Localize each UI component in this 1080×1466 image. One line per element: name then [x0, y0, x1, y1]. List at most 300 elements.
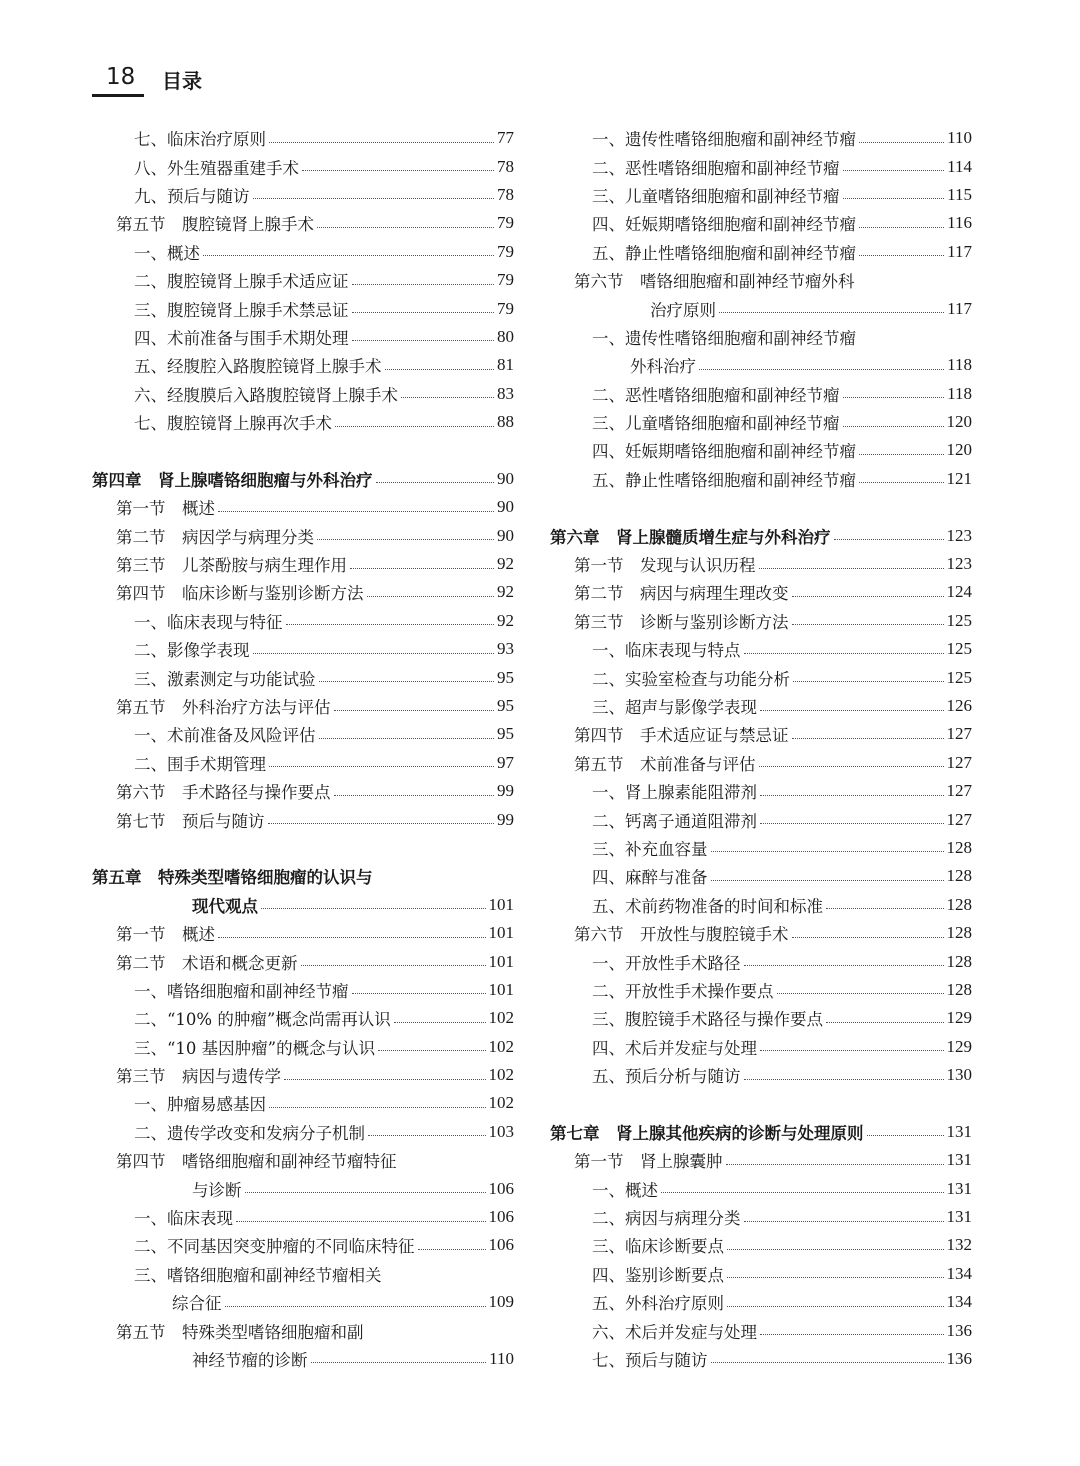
toc-page-number: 125 [946, 667, 972, 687]
toc-page-number: 103 [488, 1121, 514, 1141]
toc-section[interactable] [92, 521, 514, 549]
dot-leader [760, 823, 944, 824]
toc-entry-title: 三、超声与影像学表现 [592, 698, 757, 717]
toc-page-number: 79 [497, 241, 514, 261]
dot-leader [335, 426, 494, 427]
toc-entry-title: 一、术前准备及风险评估 [134, 726, 316, 746]
dot-leader [236, 1221, 486, 1222]
toc-entry-title: 二、实验室检查与功能分析 [592, 669, 790, 689]
dot-leader [792, 624, 944, 625]
dot-leader [859, 482, 944, 483]
dot-leader [319, 738, 495, 739]
toc-entry-title: 四、麻醉与准备 [592, 868, 708, 888]
dot-leader [317, 539, 494, 540]
toc-right-column [550, 124, 972, 1373]
toc-entry-title: 二、恶性嗜铬细胞瘤和副神经节瘤 [592, 385, 840, 405]
toc-page-number: 128 [946, 923, 972, 943]
toc-entry[interactable] [550, 805, 972, 833]
toc-entry[interactable] [550, 1231, 972, 1259]
dot-leader [378, 1050, 485, 1051]
toc-entry-title: 二、开放性手术操作要点 [592, 981, 774, 1001]
dot-leader [418, 1249, 486, 1250]
toc-entry[interactable] [92, 124, 514, 152]
dot-leader [711, 880, 944, 881]
toc-entry[interactable] [92, 266, 514, 294]
toc-page-number: 128 [946, 894, 972, 914]
toc-entry-title: 五、静止性嗜铬细胞瘤和副神经节瘤 [592, 243, 856, 263]
toc-page-number: 117 [947, 241, 972, 261]
toc-page-number: 101 [488, 923, 514, 943]
toc-entry-title: 五、静止性嗜铬细胞瘤和副神经节瘤 [592, 470, 856, 490]
toc-entry[interactable] [92, 181, 514, 209]
dot-leader [699, 369, 944, 370]
toc-entry[interactable] [550, 1316, 972, 1344]
toc-page-number: 77 [497, 128, 514, 148]
toc-page-number: 127 [946, 724, 972, 744]
dot-leader [843, 170, 945, 171]
toc-entry-title: 三、临床诊断要点 [592, 1237, 724, 1257]
toc-section[interactable] [92, 209, 514, 237]
dot-leader [268, 823, 495, 824]
toc-entry[interactable] [92, 1345, 514, 1373]
toc-entry[interactable] [92, 1203, 514, 1231]
toc-entry[interactable] [550, 976, 972, 1004]
dot-leader [311, 1362, 487, 1363]
dot-leader [711, 1362, 944, 1363]
toc-page-number: 90 [497, 497, 514, 517]
toc-entry[interactable] [92, 1288, 514, 1316]
toc-page-number: 123 [946, 525, 972, 545]
toc-chapter[interactable] [92, 465, 514, 493]
dot-leader [859, 227, 944, 228]
toc-entry-title: 第七章 肾上腺其他疾病的诊断与处理原则 [550, 1123, 864, 1143]
toc-section[interactable] [550, 919, 972, 947]
toc-entry[interactable] [92, 351, 514, 379]
toc-entry-title: 二、钙离子通道阻滞剂 [592, 811, 757, 831]
toc-page-number: 127 [946, 781, 972, 801]
toc-entry[interactable] [92, 1033, 514, 1061]
toc-page-number: 79 [497, 298, 514, 318]
toc-page-number: 125 [946, 610, 972, 630]
toc-page-number: 78 [497, 184, 514, 204]
toc-entry-title: 第四节 嗜铬细胞瘤和副神经节瘤特征 [116, 1152, 397, 1172]
toc-page-number: 131 [946, 1178, 972, 1198]
dot-leader [218, 511, 494, 512]
toc-entry-title: 二、围手术期管理 [134, 754, 266, 774]
toc-entry[interactable] [550, 408, 972, 436]
dot-leader [385, 369, 495, 370]
dot-leader [792, 596, 944, 597]
toc-page-number: 128 [946, 866, 972, 886]
dot-leader [760, 1050, 944, 1051]
toc-entry-title: 神经节瘤的诊断 [192, 1350, 308, 1370]
dot-leader [843, 397, 945, 398]
toc-page-number: 118 [947, 355, 972, 375]
dot-leader [792, 738, 944, 739]
toc-section[interactable] [550, 550, 972, 578]
dot-leader [661, 1192, 944, 1193]
toc-entry-title: 第三节 儿茶酚胺与病生理作用 [116, 556, 347, 576]
toc-entry-title: 四、术前准备与围手术期处理 [134, 328, 349, 348]
toc-section[interactable] [550, 749, 972, 777]
toc-page-number: 92 [497, 582, 514, 602]
toc-section[interactable] [550, 607, 972, 635]
toc-section[interactable] [92, 578, 514, 606]
dot-leader [867, 1135, 944, 1136]
toc-page-number: 79 [497, 270, 514, 290]
dot-leader [394, 1022, 486, 1023]
dot-leader [368, 1135, 486, 1136]
toc-entry[interactable] [550, 294, 972, 322]
toc-section[interactable] [92, 1146, 514, 1174]
toc-entry[interactable] [550, 1061, 972, 1089]
toc-entry-title: 五、术前药物准备的时间和标准 [592, 896, 823, 916]
dot-leader [726, 1164, 944, 1165]
toc-entry-title: 八、外生殖器重建手术 [134, 158, 299, 178]
dot-leader [284, 1079, 486, 1080]
toc-entry-title: 四、术后并发症与处理 [592, 1038, 757, 1058]
toc-page-number: 117 [947, 298, 972, 318]
toc-chapter[interactable] [550, 521, 972, 549]
toc-page-number: 102 [488, 1065, 514, 1085]
toc-entry-title: 六、术后并发症与处理 [592, 1322, 757, 1342]
dot-leader [301, 965, 486, 966]
toc-page-number: 90 [497, 468, 514, 488]
toc-page-number: 128 [946, 979, 972, 999]
toc-page-number: 134 [946, 1263, 972, 1283]
toc-section[interactable] [92, 947, 514, 975]
toc-entry-title: 一、遗传性嗜铬细胞瘤和副神经节瘤 [592, 328, 856, 348]
toc-entry[interactable] [92, 663, 514, 691]
toc-entry[interactable] [550, 692, 972, 720]
toc-entry-title: 第五节 特殊类型嗜铬细胞瘤和副 [116, 1322, 364, 1342]
toc-entry-title: 外科治疗 [630, 357, 696, 377]
toc-entry[interactable] [550, 947, 972, 975]
dot-leader [711, 851, 944, 852]
toc-page-number: 110 [947, 128, 972, 148]
toc-page-number: 95 [497, 667, 514, 687]
toc-entry[interactable] [550, 862, 972, 890]
toc-entry-title: 二、恶性嗜铬细胞瘤和副神经节瘤 [592, 158, 840, 178]
toc-entry[interactable] [550, 436, 972, 464]
dot-leader [269, 766, 494, 767]
toc-entry[interactable] [92, 380, 514, 408]
toc-entry-title: 三、儿童嗜铬细胞瘤和副神经节瘤 [592, 414, 840, 434]
toc-entry-title: 第五节 外科治疗方法与评估 [116, 698, 331, 717]
toc-entry[interactable] [550, 1288, 972, 1316]
dot-leader [859, 255, 944, 256]
toc-page-number: 88 [497, 412, 514, 432]
toc-entry-title: 第四章 肾上腺嗜铬细胞瘤与外科治疗 [92, 470, 373, 490]
dot-leader [744, 653, 944, 654]
toc-section[interactable] [92, 805, 514, 833]
toc-entry[interactable] [550, 351, 972, 379]
toc-page-number: 93 [497, 639, 514, 659]
toc-page-number: 102 [488, 1008, 514, 1028]
toc-entry[interactable] [550, 152, 972, 180]
dot-leader [834, 539, 944, 540]
toc-section[interactable] [550, 1146, 972, 1174]
toc-entry-title: 五、外科治疗原则 [592, 1294, 724, 1314]
dot-leader [352, 993, 486, 994]
toc-entry[interactable] [550, 465, 972, 493]
toc-page-number: 101 [488, 979, 514, 999]
toc-entry[interactable] [92, 1089, 514, 1117]
dot-leader [269, 142, 494, 143]
toc-entry-title: 第三节 病因与遗传学 [116, 1067, 281, 1087]
toc-entry[interactable] [550, 635, 972, 663]
toc-entry-title: 四、妊娠期嗜铬细胞瘤和副神经节瘤 [592, 442, 856, 462]
toc-entry-title: 第一节 肾上腺囊肿 [574, 1152, 723, 1172]
dot-leader [334, 795, 495, 796]
toc-entry[interactable] [550, 181, 972, 209]
toc-entry-title: 第五章 特殊类型嗜铬细胞瘤的认识与 [92, 868, 373, 888]
toc-entry[interactable] [92, 635, 514, 663]
dot-leader [352, 312, 495, 313]
toc-entry[interactable] [92, 294, 514, 322]
toc-entry[interactable] [92, 1118, 514, 1146]
toc-entry[interactable] [550, 1260, 972, 1288]
toc-section[interactable] [550, 720, 972, 748]
toc-entry[interactable] [550, 124, 972, 152]
toc-page-number: 106 [488, 1207, 514, 1227]
toc-entry-title: 第二节 病因与病理生理改变 [574, 584, 789, 604]
toc-page-number: 134 [946, 1292, 972, 1312]
page-number: 18 [106, 64, 136, 90]
toc-section[interactable] [92, 1316, 514, 1344]
toc-entry-title: 七、临床治疗原则 [134, 130, 266, 150]
toc-entry[interactable] [550, 1174, 972, 1202]
dot-leader [759, 766, 944, 767]
toc-entry-title: 一、概述 [592, 1180, 658, 1200]
toc-entry-title: 二、病因与病理分类 [592, 1209, 741, 1229]
toc-entry-title: 四、妊娠期嗜铬细胞瘤和副神经节瘤 [592, 215, 856, 235]
toc-entry[interactable] [92, 408, 514, 436]
toc-entry-title: 二、“10% 的肿瘤”概念尚需再认识 [134, 1010, 391, 1030]
toc-entry[interactable] [92, 152, 514, 180]
toc-entry[interactable] [92, 323, 514, 351]
toc-page-number: 102 [488, 1036, 514, 1056]
dot-leader [319, 681, 495, 682]
toc-entry-title: 第五节 腹腔镜肾上腺手术 [116, 215, 314, 235]
toc-entry-title: 综合征 [172, 1294, 222, 1314]
toc-entry-title: 二、不同基因突变肿瘤的不同临床特征 [134, 1237, 415, 1257]
toc-entry-title: 一、临床表现与特点 [592, 641, 741, 661]
toc-entry[interactable] [92, 1174, 514, 1202]
toc-entry[interactable] [550, 663, 972, 691]
dot-leader [843, 426, 944, 427]
toc-entry[interactable] [92, 891, 514, 919]
toc-entry[interactable] [92, 238, 514, 266]
toc-entry[interactable] [92, 720, 514, 748]
toc-page-number: 81 [497, 355, 514, 375]
page-header [92, 62, 552, 102]
toc-entry[interactable] [92, 976, 514, 1004]
dot-leader [245, 1192, 486, 1193]
toc-page-number: 101 [488, 951, 514, 971]
page-title: 目录 [162, 69, 202, 93]
dot-leader [843, 198, 945, 199]
toc-entry[interactable] [550, 238, 972, 266]
toc-page-number: 95 [497, 724, 514, 744]
toc-page-number: 128 [946, 951, 972, 971]
toc-entry-title: 第五节 术前准备与评估 [574, 754, 756, 774]
toc-entry-title: 一、遗传性嗜铬细胞瘤和副神经节瘤 [592, 130, 856, 150]
toc-entry-title: 一、肿瘤易感基因 [134, 1095, 266, 1115]
toc-page-number: 101 [488, 894, 514, 914]
toc-entry-title: 五、预后分析与随访 [592, 1067, 741, 1087]
dot-leader [859, 142, 944, 143]
toc-entry[interactable] [550, 380, 972, 408]
toc-entry[interactable] [550, 1033, 972, 1061]
toc-page-number: 126 [946, 696, 972, 715]
toc-entry-title: 第六章 肾上腺髓质增生症与外科治疗 [550, 527, 831, 547]
toc-section[interactable] [92, 919, 514, 947]
toc-entry[interactable] [92, 1260, 514, 1288]
dot-leader [792, 937, 944, 938]
toc-page-number: 114 [947, 156, 972, 176]
toc-entry-title: 三、腹腔镜肾上腺手术禁忌证 [134, 300, 349, 320]
toc-page-number: 92 [497, 610, 514, 630]
dot-leader [760, 1334, 944, 1335]
toc-entry-title: 第二节 术语和概念更新 [116, 953, 298, 973]
toc-entry[interactable] [550, 1203, 972, 1231]
toc-entry-title: 三、激素测定与功能试验 [134, 669, 316, 689]
toc-entry-title: 第一节 发现与认识历程 [574, 556, 756, 576]
toc-page-number: 80 [497, 326, 514, 346]
toc-page-number: 129 [946, 1008, 972, 1028]
toc-entry[interactable] [92, 607, 514, 635]
dot-leader [286, 624, 495, 625]
toc-entry-title: 第六节 嗜铬细胞瘤和副神经节瘤外科 [574, 272, 855, 292]
dot-leader [826, 1022, 944, 1023]
toc-entry-title: 第一节 概述 [116, 499, 215, 519]
toc-page-number: 106 [488, 1178, 514, 1198]
dot-leader [203, 255, 494, 256]
toc-page-number: 106 [488, 1235, 514, 1255]
dot-leader [777, 993, 944, 994]
toc-page-number: 123 [946, 554, 972, 574]
toc-entry[interactable] [550, 1004, 972, 1032]
dot-leader [253, 198, 495, 199]
toc-page-number: 128 [946, 837, 972, 857]
toc-page-number: 125 [946, 639, 972, 659]
toc-entry-title: 一、嗜铬细胞瘤和副神经节瘤 [134, 981, 349, 1001]
dot-leader [826, 908, 944, 909]
toc-entry-title: 与诊断 [192, 1180, 242, 1200]
dot-leader [352, 340, 495, 341]
toc-entry-title: 二、腹腔镜肾上腺手术适应证 [134, 272, 349, 292]
toc-entry-title: 一、临床表现与特征 [134, 612, 283, 632]
toc-entry-title: 第一节 概述 [116, 925, 215, 945]
header-rule [92, 94, 144, 97]
toc-entry-title: 第二节 病因学与病理分类 [116, 527, 314, 547]
dot-leader [302, 170, 494, 171]
dot-leader [218, 937, 486, 938]
toc-page-number: 130 [946, 1065, 972, 1085]
dot-leader [376, 482, 495, 483]
dot-leader [350, 568, 494, 569]
dot-leader [352, 284, 495, 285]
dot-leader [760, 710, 944, 711]
toc-entry[interactable] [550, 891, 972, 919]
dot-leader [859, 454, 944, 455]
toc-page-number: 97 [497, 752, 514, 772]
dot-leader [317, 227, 494, 228]
toc-entry-title: 六、经腹膜后入路腹腔镜肾上腺手术 [134, 385, 398, 405]
toc-page-number: 131 [946, 1150, 972, 1170]
toc-left-column [92, 124, 514, 1373]
toc-section[interactable] [550, 266, 972, 294]
toc-section[interactable] [92, 777, 514, 805]
toc-entry-title: 治疗原则 [650, 300, 716, 320]
toc-entry-title: 七、预后与随访 [592, 1350, 708, 1370]
dot-leader [760, 795, 944, 796]
toc-entry[interactable] [550, 323, 972, 351]
toc-section[interactable] [92, 493, 514, 521]
toc-entry-title: 五、经腹腔入路腹腔镜肾上腺手术 [134, 357, 382, 377]
toc-page-number: 78 [497, 156, 514, 176]
dot-leader [367, 596, 495, 597]
toc-page-number: 124 [946, 582, 972, 602]
toc-entry[interactable] [92, 1004, 514, 1032]
toc-entry-title: 一、临床表现 [134, 1209, 233, 1229]
dot-leader [225, 1306, 486, 1307]
toc-entry-title: 第四节 手术适应证与禁忌证 [574, 726, 789, 746]
toc-entry-title: 七、腹腔镜肾上腺再次手术 [134, 414, 332, 434]
toc-page-number: 131 [946, 1121, 972, 1141]
toc-page-number: 102 [488, 1093, 514, 1113]
toc-entry[interactable] [550, 209, 972, 237]
dot-leader [719, 312, 944, 313]
toc-page-number: 120 [946, 440, 972, 460]
dot-leader [253, 653, 495, 654]
toc-page-number: 99 [497, 809, 514, 829]
toc-page-number: 109 [488, 1292, 514, 1312]
toc-chapter[interactable] [550, 1118, 972, 1146]
toc-entry-title: 现代观点 [192, 896, 258, 916]
toc-entry[interactable] [92, 749, 514, 777]
toc-page-number: 110 [489, 1348, 514, 1368]
toc-page-number: 95 [497, 696, 514, 715]
toc-chapter[interactable] [92, 862, 514, 890]
toc-page-number: 129 [946, 1036, 972, 1056]
dot-leader [269, 1107, 486, 1108]
toc-entry[interactable] [550, 777, 972, 805]
toc-section[interactable] [92, 550, 514, 578]
dot-leader [727, 1249, 944, 1250]
toc-page-number: 127 [946, 809, 972, 829]
toc-entry-title: 三、补充血容量 [592, 839, 708, 859]
toc-entry-title: 二、影像学表现 [134, 641, 250, 661]
toc-entry-title: 第六节 手术路径与操作要点 [116, 783, 331, 803]
toc-section[interactable] [550, 578, 972, 606]
toc-entry-title: 第四节 临床诊断与鉴别诊断方法 [116, 584, 364, 604]
toc-entry-title: 三、儿童嗜铬细胞瘤和副神经节瘤 [592, 186, 840, 206]
toc-entry-title: 第三节 诊断与鉴别诊断方法 [574, 612, 789, 632]
toc-page-number: 136 [946, 1320, 972, 1340]
toc-page-number: 121 [946, 468, 972, 488]
toc-entry[interactable] [92, 1231, 514, 1259]
toc-entry[interactable] [550, 1345, 972, 1373]
toc-entry-title: 第六节 开放性与腹腔镜手术 [574, 925, 789, 945]
toc-entry-title: 三、腹腔镜手术路径与操作要点 [592, 1010, 823, 1030]
toc-section[interactable] [92, 692, 514, 720]
toc-entry-title: 一、开放性手术路径 [592, 953, 741, 973]
toc-page-number: 92 [497, 554, 514, 574]
toc-section[interactable] [92, 1061, 514, 1089]
toc-entry[interactable] [550, 834, 972, 862]
